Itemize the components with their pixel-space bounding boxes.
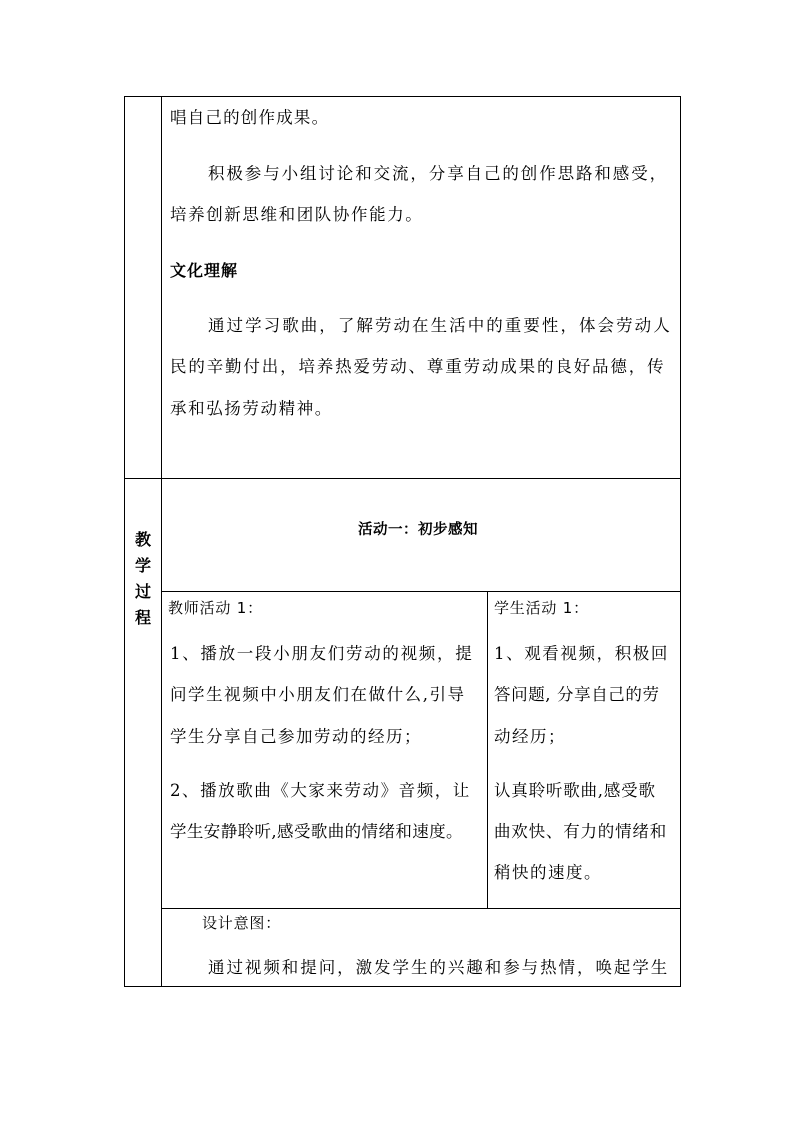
table-top-border <box>124 96 681 97</box>
process-label-char: 教 <box>134 530 151 549</box>
design-intent-line: 通过视频和提问，激发学生的兴趣和参与热情，唤起学生 <box>208 958 670 977</box>
student-activity-line: 答问题, 分享自己的劳 <box>494 685 660 704</box>
process-label-char: 学 <box>134 556 151 575</box>
student-activity-line: 曲欢快、有力的情绪和 <box>494 822 667 841</box>
teacher-activity-line: 2、播放歌曲《大家来劳动》音频，让 <box>170 781 471 800</box>
process-label-char: 程 <box>134 608 151 627</box>
teacher-activity-line: 问学生视频中小朋友们在做什么,引导 <box>170 685 466 704</box>
teacher-activity-line: 学生分享自己参加劳动的经历； <box>170 727 422 746</box>
student-activity-line: 认真聆听歌曲,感受歌 <box>494 781 656 800</box>
student-activity-line: 动经历； <box>494 727 566 746</box>
activity-title-divider <box>161 591 681 592</box>
student-activity-line: 1、观看视频，积极回 <box>494 644 669 663</box>
goal-text-line: 承和弘扬劳动精神。 <box>170 399 333 418</box>
design-divider <box>161 908 681 909</box>
teacher-activity-line: 学生安静聆听,感受歌曲的情绪和速度。 <box>170 822 463 841</box>
teacher-activity-header: 教师活动 1： <box>168 599 263 617</box>
table-bottom-border <box>124 986 681 987</box>
column-divider <box>161 96 162 987</box>
student-activity-header: 学生活动 1： <box>494 599 589 617</box>
student-activity-line: 稍快的速度。 <box>494 863 602 882</box>
table-right-border <box>680 96 681 987</box>
design-intent-header: 设计意图： <box>202 914 282 932</box>
process-label-char: 过 <box>134 582 151 601</box>
activity-column-divider <box>487 591 488 909</box>
teacher-activity-line: 1、播放一段小朋友们劳动的视频，提 <box>170 644 474 663</box>
section-divider <box>124 478 681 479</box>
goal-text-line: 培养创新思维和团队协作能力。 <box>170 205 424 224</box>
activity-title: 活动一：初步感知 <box>358 521 478 538</box>
table-left-border <box>124 96 125 987</box>
goal-text-line: 通过学习歌曲，了解劳动在生活中的重要性，体会劳动人 <box>208 316 672 335</box>
goal-text-line: 民的辛勤付出，培养热爱劳动、尊重劳动成果的良好品德，传 <box>170 357 666 376</box>
goal-text-line: 唱自己的创作成果。 <box>170 108 330 127</box>
goal-text-line: 积极参与小组讨论和交流，分享自己的创作思路和感受， <box>208 164 668 183</box>
section-heading-culture: 文化理解 <box>170 261 239 280</box>
